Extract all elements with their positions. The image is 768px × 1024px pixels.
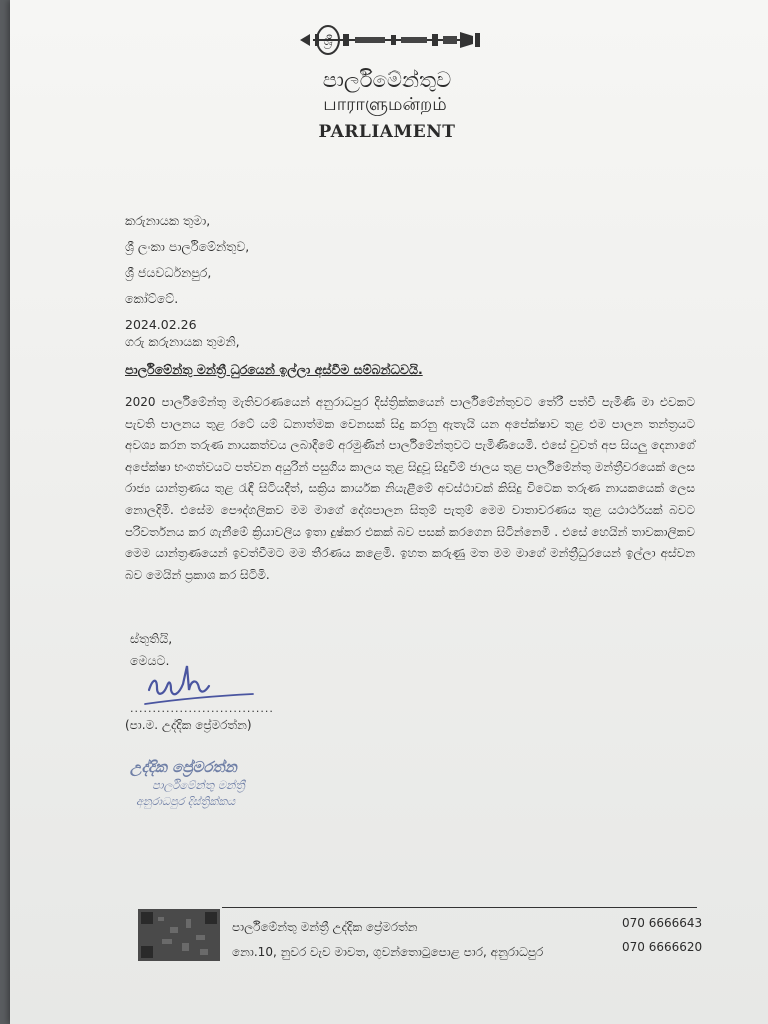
footer-phone-1: 070 6666643 bbox=[622, 916, 703, 930]
letter-date: 2024.02.26 bbox=[125, 317, 197, 332]
address-line: ශ්‍රී ලංකා පාර්ලිමේන්තුව, bbox=[125, 239, 250, 254]
footer-qr-code bbox=[138, 909, 220, 961]
address-line: කෝට්ටේ. bbox=[125, 291, 179, 306]
recipient-address bbox=[125, 208, 249, 338]
address-line: ශ්‍රී ජයවර්ධනපුර, bbox=[125, 265, 212, 280]
footer-address: නො.10, නුවර වැව මාවත, ගුවන්තොටුපොළ පාර, අනුරාධපුර bbox=[232, 945, 544, 959]
letterhead-english: PARLIAMENT bbox=[318, 122, 456, 142]
parliament-mace-emblem bbox=[295, 22, 490, 58]
name-stamp bbox=[130, 758, 245, 809]
letter-paper bbox=[10, 0, 768, 1024]
stamp-title: පාර්ලිමේන්තු මන්ත්‍රී bbox=[152, 778, 245, 792]
address-line: කරුනායක තුමා, bbox=[125, 213, 211, 228]
signature-dotted-line: ................................ bbox=[130, 702, 274, 715]
footer-phone-2: 070 6666620 bbox=[622, 940, 703, 954]
stamp-name: උද්දික ප්‍රේමරත්න bbox=[130, 758, 237, 776]
svg-text:ශ්‍රී: ශ්‍රී bbox=[323, 34, 333, 49]
footer-name: පාර්ලිමේන්තු මන්ත්‍රී උද්දික ප්‍රේමරත්න bbox=[232, 920, 418, 934]
letterhead-sinhala: පාර්ලිමේන්තුව bbox=[322, 68, 452, 92]
letter-body: 2020 පාර්ලිමේන්තු මැතිවරණයෙන් අනුරාධපුර දිස්ත්‍රික්කයෙන් පාර්ලිමේන්තුවට තේරී පත්වී පැමිණි මා එවකට පැවති පාලනය තුළ රටේ යම් ධනාත්මක වෙනසක් සිදු කරනු ඇතැයි යන අපේක්ෂාව තුළ එම පාලන තන්ත්‍රයට අවශ්‍ය කරන තරුණ නායකත්වය ලබාදීමේ අරමුණින් පාර්ලිමේන්තුවට පැමිණියෙමි. එසේ වුවත් අප සියලු දෙනාගේ අපේක්ෂා භංගත්වයට පත්වන අයුරින් පසුගිය කාලය තුළ සිදුවූ සිදුවීම් ජාලය තුළ පාර්ලිමේන්තු මන්ත්‍රීවරයෙක් ලෙස රාජ්‍ය යාන්ත්‍රණය තුළ රැඳී සිටියදීත්, සක්‍රිය කාර්යක නියැළීමේ අවස්ථාවක් කිසිදු විටෙක තරුණ නායකයෙක් ලෙස නොලදිමි. එසේම පෞද්ගලිකව මම මාගේ දේශපාලන සිතුම් පැතුම් මෙම වාතාවරණය තුළ යථාර්ථයක් බවට පරිවර්තනය කර ගැනීමේ ක්‍රියාවලිය ඉතා දුෂ්කර එකක් බව පසක් කරගෙන සිටින්නෙමි . එසේ හෙයින් තාවකාලිකව මෙම යාන්ත්‍රණයෙන් ඉවත්වීමට මම තීරණය කළෙමි. ඉහත කරුණු මත මම මාගේ මන්ත්‍රීධුරයෙන් ඉල්ලා අස්වන බව මෙයින් ප්‍රකාශ කර සිටිමි. bbox=[125, 395, 695, 582]
salutation: ගරු කරුනායක තුමනි, bbox=[125, 334, 240, 349]
closing-thanks: ස්තුතියි, bbox=[130, 631, 173, 646]
stamp-district: අනුරාධපුර දිස්ත්‍රික්කය bbox=[136, 795, 236, 808]
subject-line: පාර්ලිමේන්තු මන්ත්‍රී ධුරයෙන් ඉල්ලා අස්වීම සම්බන්ධවයි. bbox=[125, 362, 423, 377]
signatory-name: (පා.ම. උද්දික ප්‍රේමරත්න) bbox=[125, 718, 252, 732]
footer-divider bbox=[222, 907, 697, 908]
letterhead-tamil: பாராளுமன்றம் bbox=[323, 94, 447, 115]
closing-yours: මෙයට. bbox=[130, 653, 170, 668]
